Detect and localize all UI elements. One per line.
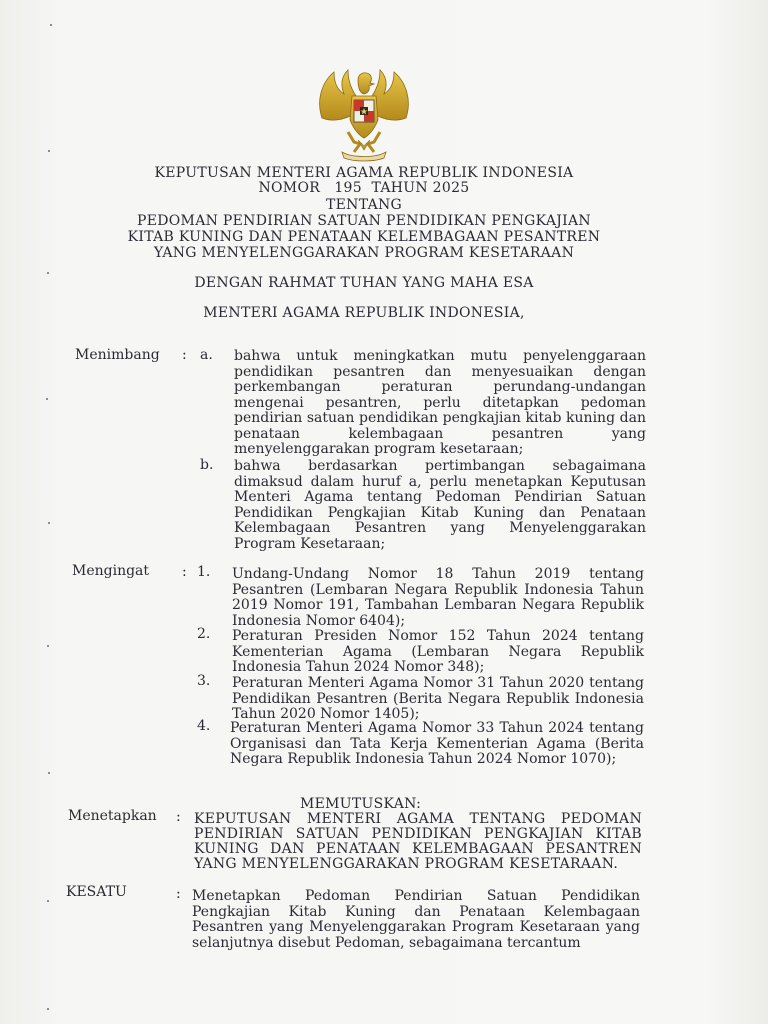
scan-speck — [48, 522, 50, 524]
scan-speck — [47, 272, 49, 274]
garuda-emblem-icon — [314, 66, 414, 162]
item-marker: 2. — [197, 626, 211, 642]
subject-line-3: YANG MENYELENGGARAKAN PROGRAM KESETARAAN — [153, 245, 575, 261]
decree-number-line — [0, 180, 728, 196]
menimbang-item-b: bahwa berdasarkan pertimbangan sebagaimana dimaksud dalam huruf a, perlu menetapkan Keputusan Menteri Agama tentang Pedoman Pendirian Satuan Pendidikan Pengkajian Kitab Kuning dan Penataan Kelembagaan Pesantren yang Menyelenggarakan Program Kesetaraan; — [234, 458, 646, 552]
nomor-value: 195 — [334, 180, 362, 196]
mengingat-label: Mengingat — [72, 563, 150, 579]
tahun-label: TAHUN 2025 — [371, 180, 470, 196]
decree-title: KEPUTUSAN MENTERI AGAMA REPUBLIK INDONESIA — [154, 165, 574, 181]
kesatu-label: KESATU — [66, 884, 127, 900]
subject-line-1: PEDOMAN PENDIRIAN SATUAN PENDIDIKAN PENGKAJIAN — [137, 213, 591, 229]
mengingat-item-3: Peraturan Menteri Agama Nomor 31 Tahun 2020 tentang Pendidikan Pesantren (Berita Negara Republik Indonesia Tahun 2020 Nomor 1405); — [232, 675, 644, 722]
menetapkan-text: KEPUTUSAN MENTERI AGAMA TENTANG PEDOMAN PENDIRIAN SATUAN PENDIDIKAN PENGKAJIAN KITAB KUNING DAN PENATAAN KELEMBAGAAN PESANTREN YANG MENYELENGGARAKAN PROGRAM KESETARAAN. — [194, 811, 642, 872]
colon: : — [182, 564, 187, 580]
item-marker: 4. — [197, 718, 211, 734]
issuer-line: MENTERI AGAMA REPUBLIK INDONESIA, — [203, 305, 525, 321]
menimbang-label: Menimbang — [75, 347, 160, 363]
invocation: DENGAN RAHMAT TUHAN YANG MAHA ESA — [194, 275, 534, 291]
mengingat-item-4: Peraturan Menteri Agama Nomor 33 Tahun 2024 tentang Organisasi dan Tata Kerja Kementerian Agama (Berita Negara Republik Indonesia Tahun 2024 Nomor 1070); — [230, 720, 644, 767]
item-marker: 1. — [197, 564, 211, 580]
mengingat-item-1: Undang-Undang Nomor 18 Tahun 2019 tentang Pesantren (Lembaran Negara Republik Indonesia Tahun 2019 Nomor 191, Tambahan Lembaran Negara Republik Indonesia Nomor 6404); — [232, 566, 644, 629]
menimbang-item-a: bahwa untuk meningkatkan mutu penyelenggaraan pendidikan pesantren dan menyesuaikan dengan perkembangan peraturan perundang-undangan mengenai pesantren, perlu ditetapkan pedoman pendirian satuan pendidikan pengkajian kitab kuning dan penataan kelembagaan pesantren yang menyelenggarakan program kesetaraan; — [234, 348, 646, 457]
colon: : — [176, 886, 181, 902]
tentang-heading: TENTANG — [325, 197, 403, 213]
kesatu-text: Menetapkan Pedoman Pendirian Satuan Pendidikan Pengkajian Kitab Kuning dan Penataan Kelembagaan Pesantren yang Menyelenggarakan Program Kesetaraan yang selanjutnya disebut Pedoman, sebagaimana tercantum — [192, 888, 640, 951]
scan-speck — [48, 150, 50, 152]
scan-speck — [46, 398, 48, 400]
nomor-label: NOMOR — [258, 180, 321, 196]
scan-speck — [50, 24, 52, 26]
scan-speck — [47, 900, 49, 902]
item-marker: 3. — [197, 673, 211, 689]
colon: : — [176, 809, 181, 825]
item-marker: b. — [200, 457, 214, 473]
item-marker: a. — [200, 347, 213, 363]
subject-line-2: KITAB KUNING DAN PENATAAN KELEMBAGAAN PESANTREN — [127, 229, 601, 245]
scan-speck — [47, 645, 49, 647]
colon: : — [182, 347, 187, 363]
memutuskan-heading: MEMUTUSKAN: — [300, 796, 422, 812]
scan-speck — [47, 1008, 49, 1010]
scan-speck — [48, 772, 50, 774]
menetapkan-label: Menetapkan — [68, 808, 157, 824]
mengingat-item-2: Peraturan Presiden Nomor 152 Tahun 2024 tentang Kementerian Agama (Lembaran Negara Republik Indonesia Tahun 2024 Nomor 348); — [232, 628, 644, 675]
